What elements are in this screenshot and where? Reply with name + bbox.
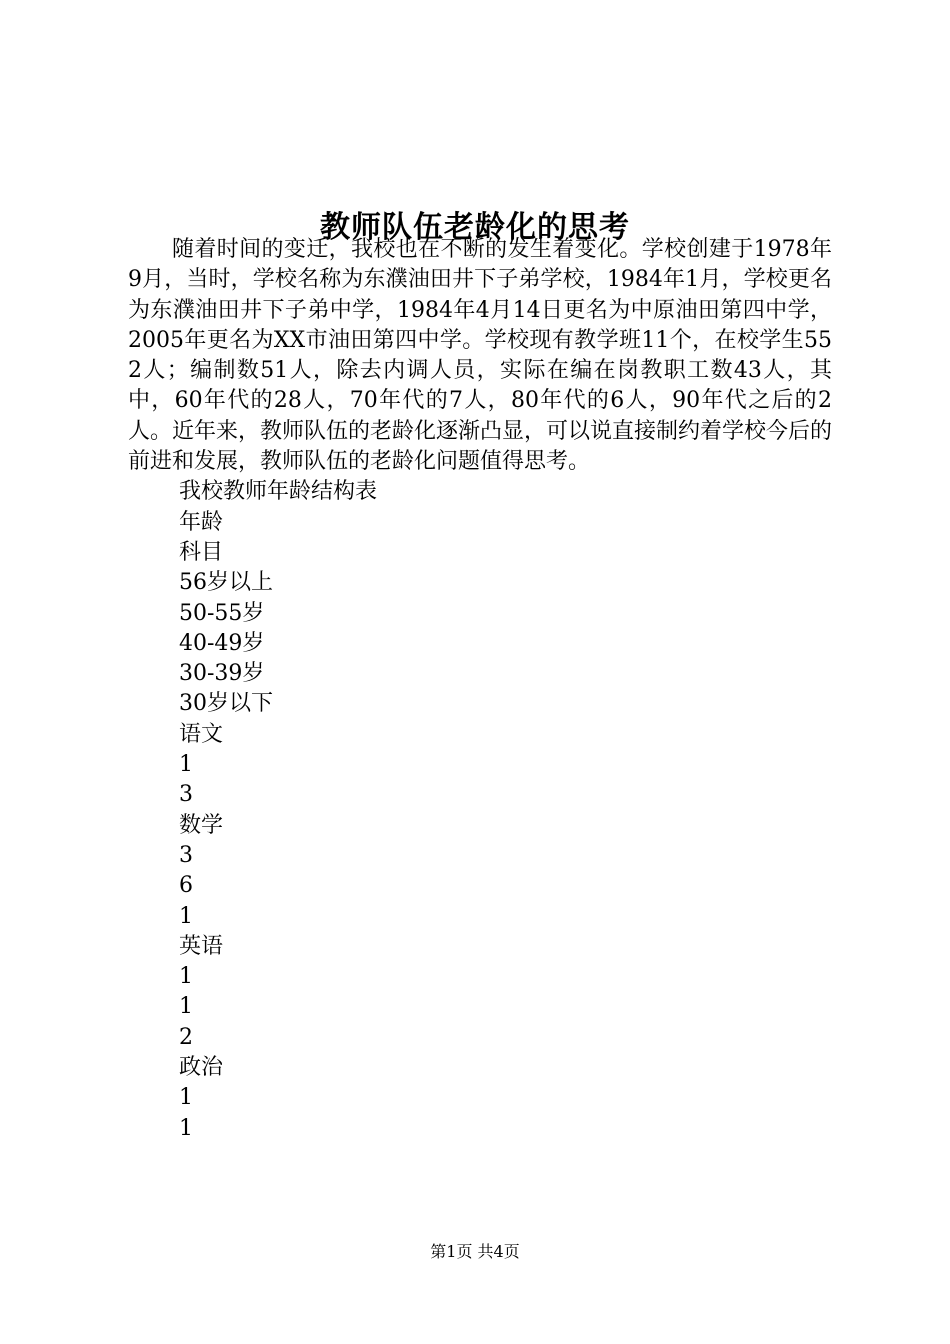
row-value: 1 [179, 1085, 193, 1111]
intro-paragraph: 随着时间的变迁，我校也在不断的发生着变化。学校创建于1978年9月，当时，学校名称为东濮油田井下子弟学校，1984年1月，学校更名为东濮油田井下子弟中学，1984年4月14日更名为中原油田第四中学，2005年更名为XX市油田第四中学。学校现有教学班11个，在校学生552人；编制数51人，除去内调人员，实际在编在岗教职工数43人，其中，60年代的28人，70年代的7人，80年代的6人，90年代之后的2人。近年来，教师队伍的老龄化逐渐凸显，可以说直接制约着学校今后的前进和发展，教师队伍的老龄化问题值得思考。 [128, 237, 833, 475]
table-row [128, 932, 832, 1053]
row-value: 6 [179, 873, 193, 899]
header-column: 30岁以下 [179, 691, 273, 717]
row-subject: 数学 [179, 812, 224, 838]
header-age-label: 年龄 [179, 509, 224, 535]
row-value: 1 [179, 903, 193, 929]
row-value: 3 [179, 782, 193, 808]
page-footer: 第1页 共4页 [430, 1242, 520, 1261]
header-subject-label: 科目 [179, 539, 224, 565]
row-subject: 政治 [179, 1055, 224, 1081]
table-caption: 我校教师年龄结构表 [179, 479, 378, 505]
row-value: 1 [179, 994, 193, 1020]
table-row [128, 811, 832, 932]
document-title: 教师队伍老龄化的思考 [320, 210, 630, 246]
row-value: 1 [179, 964, 193, 990]
row-value: 1 [179, 1115, 193, 1141]
row-value: 1 [179, 752, 193, 778]
row-subject: 语文 [179, 721, 224, 747]
table-header [128, 508, 832, 720]
header-column: 30-39岁 [179, 661, 265, 687]
row-value: 3 [179, 842, 193, 868]
header-column: 40-49岁 [179, 630, 265, 656]
document-body [128, 235, 832, 1144]
row-subject: 英语 [179, 933, 224, 959]
table-row [128, 1053, 832, 1144]
header-column: 56岁以上 [179, 570, 273, 596]
row-value: 2 [179, 1024, 193, 1050]
table-row [128, 720, 832, 811]
header-column: 50-55岁 [179, 600, 265, 626]
